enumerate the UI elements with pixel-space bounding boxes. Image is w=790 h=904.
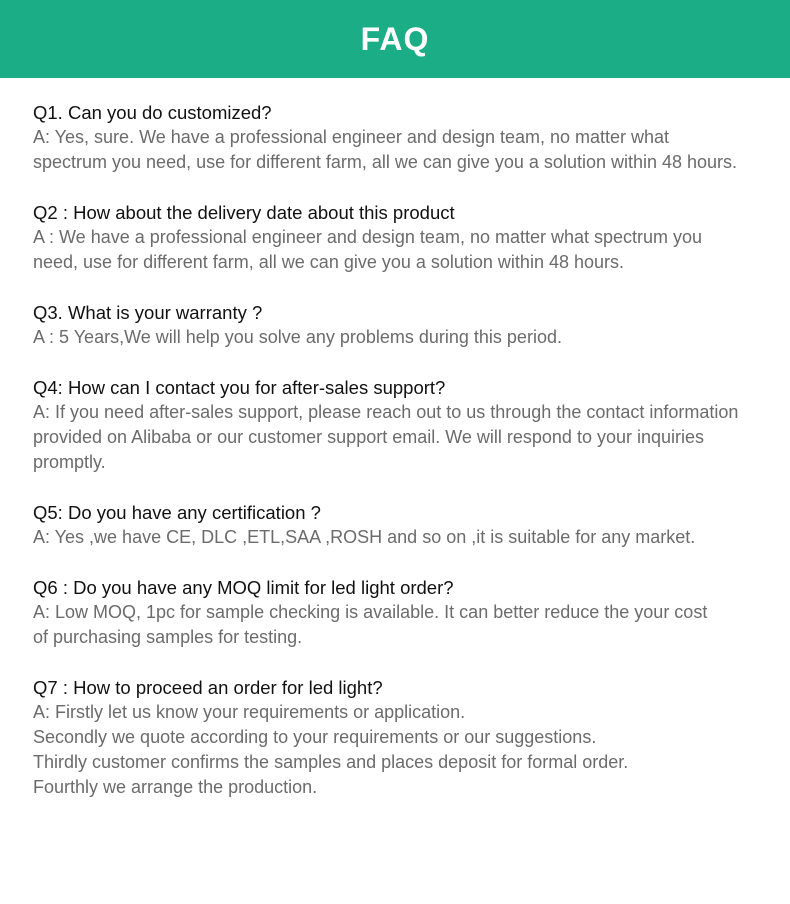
faq-item — [33, 300, 778, 350]
faq-answer-line: of purchasing samples for testing. — [33, 627, 303, 647]
faq-answer-line: need, use for different farm, all we can give you a solution within 48 hours. — [33, 252, 625, 272]
faq-answer-line: A: If you need after-sales support, please reach out to us through the contact information — [33, 402, 739, 422]
faq-question: Q3. What is your warranty ? — [33, 302, 263, 323]
faq-answer-line: Secondly we quote according to your requirements or our suggestions. — [33, 727, 597, 747]
faq-question: Q5: Do you have any certification ? — [33, 502, 321, 523]
faq-question: Q7 : How to proceed an order for led light? — [33, 677, 383, 698]
faq-list — [33, 100, 778, 825]
faq-answer-line: spectrum you need, use for different farm, all we can give you a solution within 48 hours. — [33, 152, 738, 172]
faq-answer-line: A: Firstly let us know your requirements or application. — [33, 702, 466, 722]
faq-answer-line: A : 5 Years,We will help you solve any problems during this period. — [33, 327, 562, 347]
faq-item — [33, 575, 778, 650]
page-title: FAQ — [360, 20, 430, 57]
faq-answer-line: A: Yes ,we have CE, DLC ,ETL,SAA ,ROSH and so on ,it is suitable for any market. — [33, 527, 696, 547]
faq-item — [33, 500, 778, 550]
faq-answer-line: Fourthly we arrange the production. — [33, 777, 318, 797]
faq-answer-line: A: Low MOQ, 1pc for sample checking is available. It can better reduce the your cost — [33, 602, 708, 622]
faq-answer-line: A: Yes, sure. We have a professional engineer and design team, no matter what — [33, 127, 670, 147]
faq-question: Q2 : How about the delivery date about this product — [33, 202, 455, 223]
faq-question: Q1. Can you do customized? — [33, 102, 272, 123]
faq-answer-line: provided on Alibaba or our customer support email. We will respond to your inquiries — [33, 427, 705, 447]
faq-item — [33, 100, 778, 175]
faq-answer-line: A : We have a professional engineer and design team, no matter what spectrum you — [33, 227, 703, 247]
faq-item — [33, 200, 778, 275]
faq-header-banner — [0, 0, 790, 78]
faq-question: Q6 : Do you have any MOQ limit for led light order? — [33, 577, 454, 598]
faq-item — [33, 375, 778, 475]
faq-question: Q4: How can I contact you for after-sales support? — [33, 377, 446, 398]
faq-item — [33, 675, 778, 800]
faq-answer-line: promptly. — [33, 452, 106, 472]
faq-answer-line: Thirdly customer confirms the samples and places deposit for formal order. — [33, 752, 629, 772]
